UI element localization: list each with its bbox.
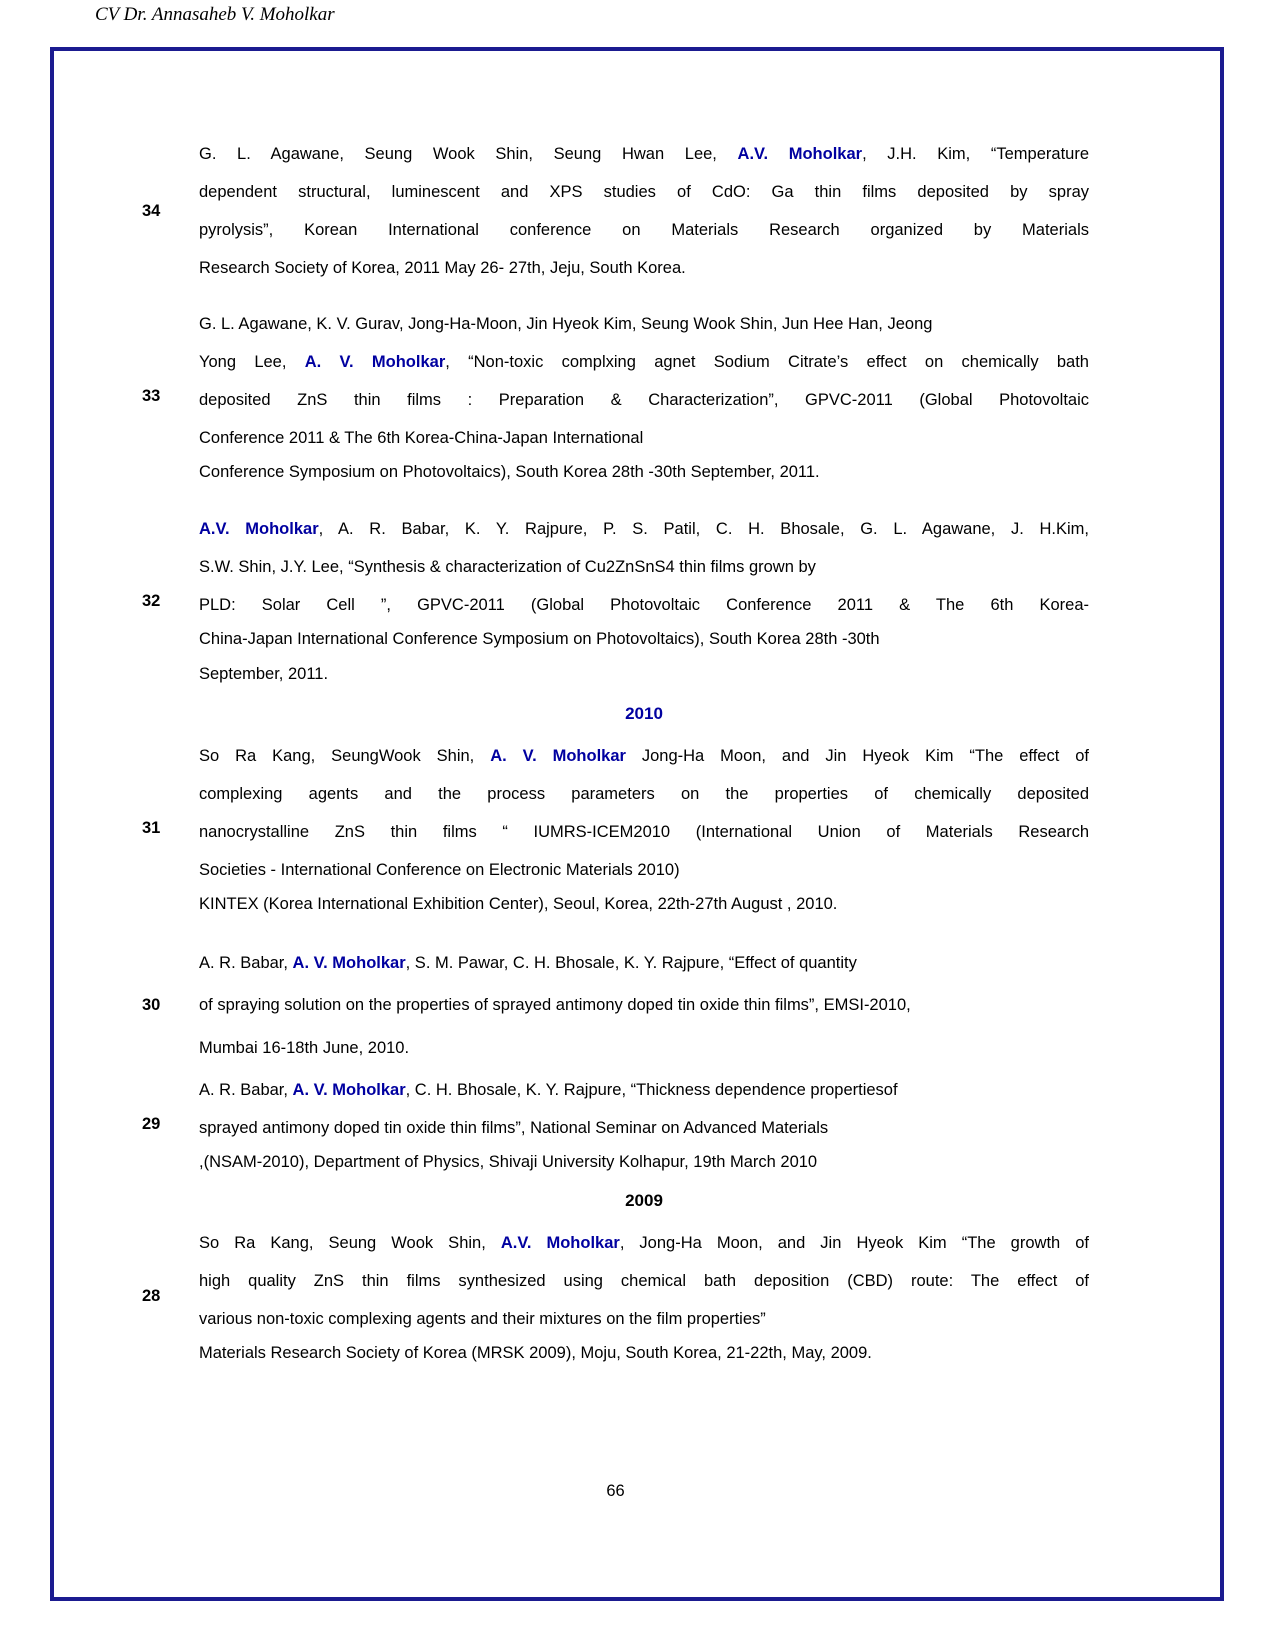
entry-text bbox=[199, 1071, 1089, 1178]
entry-number: 30 bbox=[142, 996, 161, 1014]
publication-line bbox=[199, 775, 1089, 813]
entry-number: 31 bbox=[142, 819, 161, 837]
publication-text: KINTEX (Korea International Exhibition Center), Seoul, Korea, 22th-27th August , 2010. bbox=[199, 895, 838, 913]
publication-text: pyrolysis”, Korean International conference on Materials Research organized by Materials bbox=[199, 221, 1089, 239]
publication-text: , J.H. Kim, “Temperature bbox=[862, 145, 1090, 163]
publication-line bbox=[199, 1300, 1089, 1338]
publication-text: A. R. Babar, bbox=[199, 1081, 293, 1099]
publication-text: A. R. Babar, bbox=[199, 954, 293, 972]
publication-line bbox=[199, 1029, 1089, 1067]
publication-text: Research Society of Korea, 2011 May 26- 27th, Jeju, South Korea. bbox=[199, 259, 686, 277]
author-name-highlight: A. V. Moholkar bbox=[304, 353, 446, 371]
author-name-highlight: A.V. Moholkar bbox=[500, 1234, 620, 1252]
publication-line bbox=[199, 305, 1089, 343]
publication-line bbox=[199, 1109, 1089, 1147]
publication-line bbox=[199, 381, 1089, 419]
publication-text: Materials Research Society of Korea (MRSK 2009), Moju, South Korea, 21-22th, May, 2009. bbox=[199, 1344, 872, 1362]
publication-text: So Ra Kang, Seung Wook Shin, bbox=[199, 1234, 501, 1252]
publication-text: , C. H. Bhosale, K. Y. Rajpure, “Thickness dependence propertiesof bbox=[405, 1081, 898, 1099]
page-number: 66 bbox=[606, 1482, 625, 1500]
publication-line bbox=[199, 211, 1089, 249]
publication-line bbox=[199, 982, 1089, 1029]
publication-line bbox=[199, 135, 1089, 173]
publication-line bbox=[199, 655, 1089, 693]
publication-text: sprayed antimony doped tin oxide thin films”, National Seminar on Advanced Materials bbox=[199, 1119, 829, 1137]
publication-text: So Ra Kang, SeungWook Shin, bbox=[199, 747, 491, 765]
publication-entry bbox=[142, 510, 1220, 693]
publication-text: PLD: Solar Cell ”, GPVC-2011 (Global Photovoltaic Conference 2011 & The 6th Korea- bbox=[199, 596, 1089, 614]
publication-text: China-Japan International Conference Symposium on Photovoltaics), South Korea 28th -30th bbox=[199, 630, 880, 648]
publication-text: Jong-Ha Moon, and Jin Hyeok Kim “The effect of bbox=[625, 747, 1089, 765]
publication-text: , “Non-toxic complxing agnet Sodium Citrate’s effect on chemically bath bbox=[445, 353, 1089, 371]
publication-text: S.W. Shin, J.Y. Lee, “Synthesis & characterization of Cu2ZnSnS4 thin films grown by bbox=[199, 558, 816, 576]
entry-number: 34 bbox=[142, 201, 161, 220]
publications-list bbox=[54, 51, 1220, 1369]
publication-text: various non-toxic complexing agents and their mixtures on the film properties” bbox=[199, 1310, 766, 1328]
publication-entry bbox=[142, 944, 1220, 1067]
publication-entry bbox=[142, 305, 1220, 488]
publication-line bbox=[199, 1071, 1089, 1109]
publication-text: , A. R. Babar, K. Y. Rajpure, P. S. Patil, C. H. Bhosale, G. L. Agawane, J. H.Kim, bbox=[318, 520, 1089, 538]
publication-line bbox=[199, 419, 1089, 457]
author-name-highlight: A. V. Moholkar bbox=[292, 1081, 406, 1099]
publication-text: ,(NSAM-2010), Department of Physics, Shivaji University Kolhapur, 19th March 2010 bbox=[199, 1153, 818, 1171]
publication-text: Conference 2011 & The 6th Korea-China-Japan International bbox=[199, 429, 644, 447]
publication-line bbox=[199, 510, 1089, 548]
entry-text bbox=[199, 305, 1089, 488]
entry-text bbox=[199, 1224, 1089, 1369]
author-name-highlight: A. V. Moholkar bbox=[490, 747, 626, 765]
publication-line bbox=[199, 249, 1089, 287]
publication-text: , S. M. Pawar, C. H. Bhosale, K. Y. Rajpure, “Effect of quantity bbox=[405, 954, 857, 972]
entry-number: 32 bbox=[142, 592, 161, 610]
publication-line bbox=[199, 343, 1089, 381]
publication-text: G. L. Agawane, K. V. Gurav, Jong-Ha-Moon, Jin Hyeok Kim, Seung Wook Shin, Jun Hee Han, Jeong bbox=[199, 315, 933, 333]
publication-line bbox=[199, 586, 1089, 624]
publication-text: dependent structural, luminescent and XPS studies of CdO: Ga thin films deposited by spray bbox=[199, 183, 1089, 201]
entry-text bbox=[199, 135, 1089, 287]
publication-line bbox=[199, 889, 1089, 920]
publication-entry bbox=[142, 737, 1220, 920]
publication-line bbox=[199, 813, 1089, 851]
entry-number: 33 bbox=[142, 387, 161, 405]
publication-line bbox=[199, 737, 1089, 775]
publication-entry bbox=[142, 135, 1220, 287]
publication-text: Conference Symposium on Photovoltaics), South Korea 28th -30th September, 2011. bbox=[199, 463, 820, 481]
publication-text: high quality ZnS thin films synthesized using chemical bath deposition (CBD) route: The effect of bbox=[199, 1272, 1089, 1290]
publication-line bbox=[199, 1147, 1089, 1178]
publication-text: G. L. Agawane, Seung Wook Shin, Seung Hwan Lee, bbox=[199, 145, 738, 163]
publication-entry bbox=[142, 1224, 1220, 1369]
publication-line bbox=[199, 1262, 1089, 1300]
entry-text bbox=[199, 510, 1089, 693]
publication-line bbox=[199, 173, 1089, 211]
publication-text: Mumbai 16-18th June, 2010. bbox=[199, 1039, 410, 1057]
publication-text: of spraying solution on the properties of sprayed antimony doped tin oxide thin films”, EMSI-2010, bbox=[199, 996, 911, 1014]
author-name-highlight: A.V. Moholkar bbox=[199, 520, 319, 538]
content-box bbox=[50, 47, 1224, 1601]
author-name-highlight: A.V. Moholkar bbox=[737, 145, 863, 163]
entry-text bbox=[199, 737, 1089, 920]
author-name-highlight: A. V. Moholkar bbox=[292, 954, 406, 972]
publication-line bbox=[199, 944, 1089, 982]
publication-line bbox=[199, 624, 1089, 655]
publication-line bbox=[199, 457, 1089, 488]
publication-text: deposited ZnS thin films : Preparation & Characterization”, GPVC-2011 (Global Photovoltaic bbox=[199, 391, 1089, 409]
page-header: CV Dr. Annasaheb V. Moholkar bbox=[95, 4, 335, 25]
year-heading-2010: 2010 bbox=[625, 704, 663, 723]
publication-line bbox=[199, 1224, 1089, 1262]
publication-line bbox=[199, 851, 1089, 889]
entry-number: 28 bbox=[142, 1287, 161, 1305]
entry-number: 29 bbox=[142, 1115, 161, 1133]
year-heading-2009: 2009 bbox=[625, 1191, 663, 1210]
publication-text: Yong Lee, bbox=[199, 353, 305, 371]
entry-text bbox=[199, 944, 1089, 1067]
publication-line bbox=[199, 1338, 1089, 1369]
publication-text: September, 2011. bbox=[199, 665, 329, 683]
publication-line bbox=[199, 548, 1089, 586]
publication-text: complexing agents and the process parameters on the properties of chemically deposited bbox=[199, 785, 1089, 803]
publication-text: Societies - International Conference on Electronic Materials 2010) bbox=[199, 861, 680, 879]
publication-entry bbox=[142, 1071, 1220, 1178]
publication-text: nanocrystalline ZnS thin films “ IUMRS-ICEM2010 (International Union of Materials Research bbox=[199, 823, 1089, 841]
publication-text: , Jong-Ha Moon, and Jin Hyeok Kim “The growth of bbox=[619, 1234, 1090, 1252]
